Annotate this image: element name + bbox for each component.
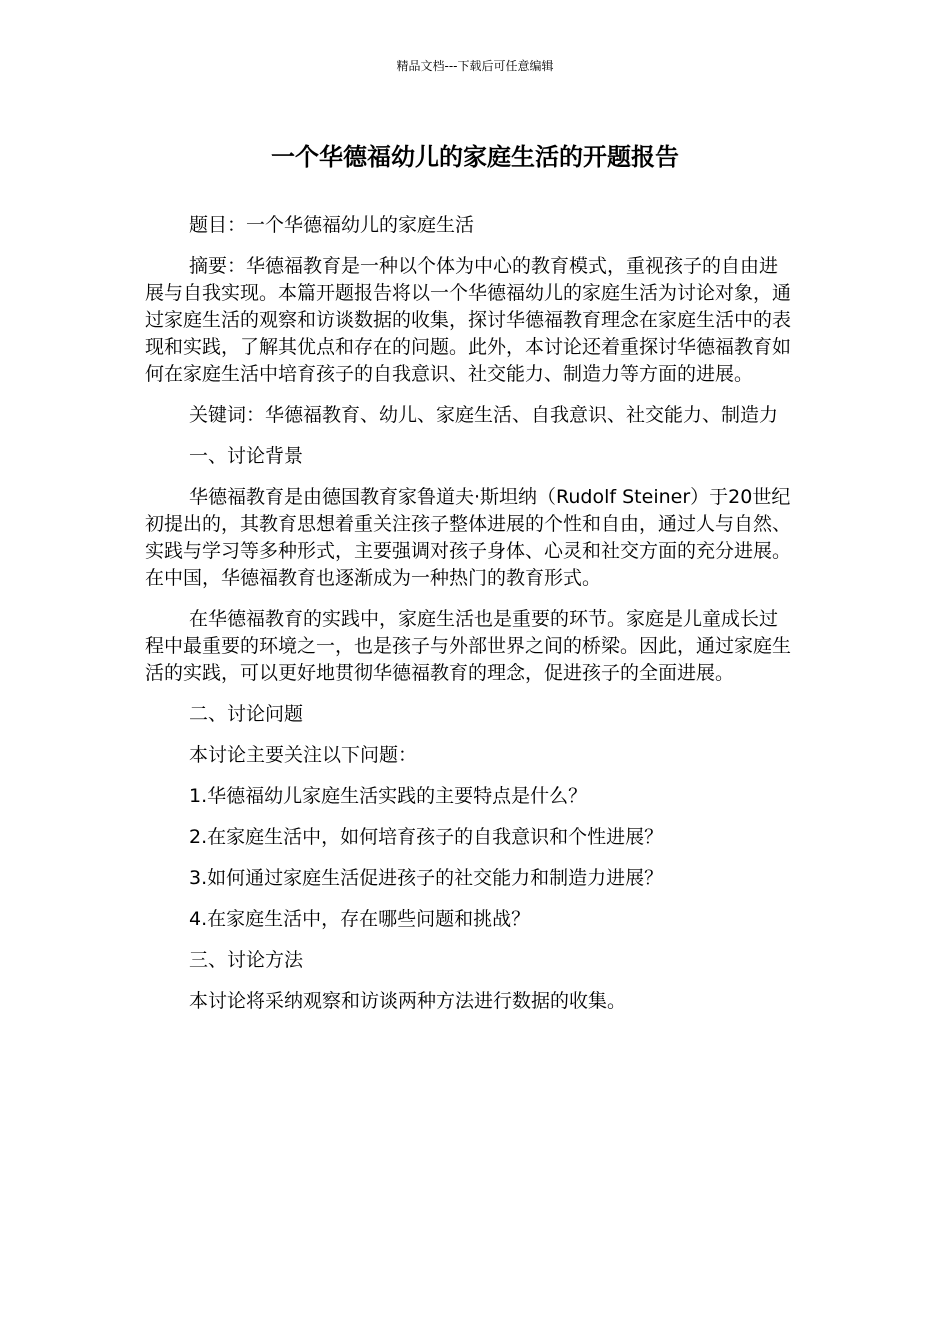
section-heading-methods: 三、讨论方法: [189, 949, 304, 971]
question-item-2: 2.在家庭生活中，如何培育孩子的自我意识和个性进展？: [189, 826, 664, 848]
document-title: 一个华德福幼儿的家庭生活的开题报告: [271, 143, 679, 171]
section-heading-questions: 二、讨论问题: [189, 703, 304, 725]
question-item-1: 1.华德福幼儿家庭生活实践的主要特点是什么？: [189, 785, 588, 807]
background-paragraph-1: 华德福教育是由德国教育家鲁道夫·斯坦纳（Rudolf Steiner）于20世纪初提出的，其教育思想着重关注孩子整体进展的个性和自由，通过人与自然、实践与学习等多种形式，主要强调对孩子身体、心灵和社交方面的充分进展。在中国，华德福教育也逐渐成为一种热门的教育形式。: [145, 486, 792, 589]
question-item-3: 3.如何通过家庭生活促进孩子的社交能力和制造力进展？: [189, 867, 664, 889]
background-paragraph-2: 在华德福教育的实践中，家庭生活也是重要的环节。家庭是儿童成长过程中最重要的环境之一，也是孩子与外部世界之间的桥梁。因此，通过家庭生活的实践，可以更好地贯彻华德福教育的理念，促进孩子的全面进展。: [145, 608, 792, 684]
keywords-paragraph: 关键词：华德福教育、幼儿、家庭生活、自我意识、社交能力、制造力: [189, 404, 779, 426]
abstract-paragraph: 摘要：华德福教育是一种以个体为中心的教育模式，重视孩子的自由进展与自我实现。本篇开题报告将以一个华德福幼儿的家庭生活为讨论对象，通过家庭生活的观察和访谈数据的收集，探讨华德福教育理念在家庭生活中的表现和实践，了解其优点和存在的问题。此外，本讨论还着重探讨华德福教育如何在家庭生活中培育孩子的自我意识、社交能力、制造力等方面的进展。: [145, 255, 792, 385]
questions-intro: 本讨论主要关注以下问题：: [189, 744, 418, 766]
question-item-4: 4.在家庭生活中，存在哪些问题和挑战？: [189, 908, 531, 930]
header-note: 精品文档---下载后可任意编辑: [396, 59, 554, 73]
section-heading-background: 一、讨论背景: [189, 445, 304, 467]
document-body: [145, 212, 795, 1029]
topic-line: 题目：一个华德福幼儿的家庭生活: [189, 214, 475, 236]
methods-paragraph: 本讨论将采纳观察和访谈两种方法进行数据的收集。: [189, 990, 627, 1012]
